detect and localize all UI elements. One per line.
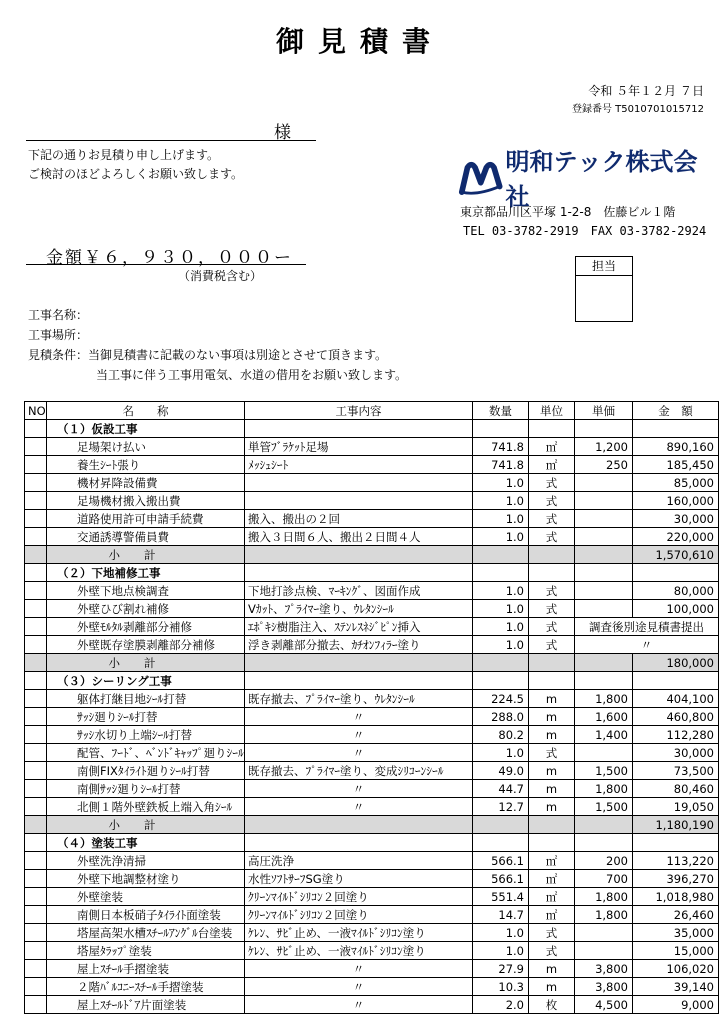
header-amount: 金 額 (633, 402, 719, 420)
table-row (25, 852, 719, 870)
cell-amount: 30,000 (633, 744, 719, 762)
cell-no (25, 600, 47, 618)
table-row (25, 438, 719, 456)
stamp-label: 担当 (576, 257, 632, 276)
cell-unit: m (529, 762, 575, 780)
cell-price: 1,800 (575, 690, 633, 708)
table-row (25, 870, 719, 888)
cell-name: 小計 (47, 816, 245, 834)
cell-qty: 27.9 (473, 960, 529, 978)
table-row (25, 636, 719, 654)
cell-amount: 9,000 (633, 996, 719, 1014)
cell-unit: 式 (529, 582, 575, 600)
cell-no (25, 474, 47, 492)
cell-no (25, 942, 47, 960)
cell-qty: 2.0 (473, 996, 529, 1014)
cell-qty (473, 546, 529, 564)
cell-content: 搬入３日間６人、搬出２日間４人 (245, 528, 473, 546)
table-row (25, 942, 719, 960)
cell-amount: 1,570,610 (633, 546, 719, 564)
cell-no (25, 510, 47, 528)
cell-no (25, 618, 47, 636)
cell-price: 1,600 (575, 708, 633, 726)
cell-no (25, 492, 47, 510)
cell-content (245, 492, 473, 510)
cell-price (575, 654, 633, 672)
cell-qty: 1.0 (473, 474, 529, 492)
cell-amount (633, 420, 719, 438)
cell-qty: 1.0 (473, 492, 529, 510)
cell-qty (473, 654, 529, 672)
work-place-label: 工事場所： (28, 328, 89, 342)
cell-content (245, 816, 473, 834)
cell-no (25, 852, 47, 870)
cell-content (245, 564, 473, 582)
cell-amount: 73,500 (633, 762, 719, 780)
cell-no (25, 564, 47, 582)
cell-unit (529, 420, 575, 438)
cell-unit: m (529, 798, 575, 816)
cell-amount-note: 調査後別途見積書提出 (575, 618, 719, 636)
stamp-box (575, 256, 633, 322)
cell-qty: 1.0 (473, 510, 529, 528)
cell-price (575, 582, 633, 600)
cell-qty: 49.0 (473, 762, 529, 780)
cell-content: ｹﾚﾝ、ｻﾋﾞ止め、一液ﾏｲﾙﾄﾞｼﾘｺﾝ塗り (245, 924, 473, 942)
cell-amount: 180,000 (633, 654, 719, 672)
recipient-line (26, 120, 316, 141)
cell-content: ｹﾚﾝ、ｻﾋﾞ止め、一液ﾏｲﾙﾄﾞｼﾘｺﾝ塗り (245, 942, 473, 960)
cell-name: 塔屋高架水槽ｽﾁｰﾙｱﾝｸﾞﾙ台塗装 (47, 924, 245, 942)
cell-no (25, 636, 47, 654)
cell-qty: 14.7 (473, 906, 529, 924)
cell-price (575, 420, 633, 438)
table-row (25, 528, 719, 546)
table-row (25, 726, 719, 744)
cell-content (245, 654, 473, 672)
cell-amount: 396,270 (633, 870, 719, 888)
cell-qty: 1.0 (473, 600, 529, 618)
cell-unit: ㎡ (529, 456, 575, 474)
table-row (25, 744, 719, 762)
cell-name: 外壁下地調整材塗り (47, 870, 245, 888)
cell-qty: 224.5 (473, 690, 529, 708)
cell-unit (529, 654, 575, 672)
cell-price (575, 816, 633, 834)
cell-qty: 1.0 (473, 618, 529, 636)
cell-no (25, 816, 47, 834)
registration-number: 登録番号 T5010701015712 (572, 104, 704, 115)
cell-unit (529, 834, 575, 852)
table-row (25, 888, 719, 906)
cell-no (25, 834, 47, 852)
cell-unit: ㎡ (529, 852, 575, 870)
cell-content (245, 546, 473, 564)
cell-unit: ㎡ (529, 888, 575, 906)
cell-content (245, 834, 473, 852)
cell-qty: 1.0 (473, 942, 529, 960)
cell-qty: 1.0 (473, 528, 529, 546)
table-row (25, 906, 719, 924)
cell-price: 1,400 (575, 726, 633, 744)
cell-name: 躯体打継目地ｼｰﾙ打替 (47, 690, 245, 708)
table-row (25, 924, 719, 942)
cell-unit: 式 (529, 924, 575, 942)
header-no: NO (25, 402, 47, 420)
cell-name: 足場機材搬入搬出費 (47, 492, 245, 510)
conditions-line-2: 当工事に伴う工事用電気、水道の借用をお願い致します。 (96, 368, 408, 382)
cell-name: 配管、ﾌｰﾄﾞ、ﾍﾞﾝﾄﾞｷｬｯﾌﾟ廻りｼｰﾙ (47, 744, 245, 762)
cell-qty: 551.4 (473, 888, 529, 906)
cell-no (25, 744, 47, 762)
cell-unit (529, 816, 575, 834)
greeting-line-1: 下記の通りお見積り申し上げます。 (28, 148, 220, 162)
cell-name: 南側ｻｯｼ廻りｼｰﾙ打替 (47, 780, 245, 798)
cell-unit: m (529, 726, 575, 744)
cell-unit: 式 (529, 600, 575, 618)
document-title: 御見積書 (275, 25, 444, 58)
company-contact: TEL 03-3782-2919 FAX 03-3782-2924 (463, 224, 707, 238)
cell-name: 南側FIXﾀｲﾗｲﾄ廻りｼｰﾙ打替 (47, 762, 245, 780)
cell-qty: 80.2 (473, 726, 529, 744)
cell-qty: 10.3 (473, 978, 529, 996)
cell-content: 下地打診点検、ﾏｰｷﾝｸﾞ、図面作成 (245, 582, 473, 600)
cell-content: ｸﾘｰﾝﾏｲﾙﾄﾞｼﾘｺﾝ２回塗り (245, 888, 473, 906)
company-name: 明和テック株式会社 (505, 148, 698, 211)
issue-date: 令和 ５年１２月 ７日 (588, 84, 704, 98)
cell-no (25, 978, 47, 996)
cell-unit: 式 (529, 636, 575, 654)
cell-amount: 113,220 (633, 852, 719, 870)
cell-unit: 式 (529, 528, 575, 546)
conditions-line-1: 見積条件：当御見積書に記載のない事項は別途とさせて頂きます。 (28, 348, 388, 362)
cell-no (25, 438, 47, 456)
cell-unit: 式 (529, 618, 575, 636)
cell-no (25, 690, 47, 708)
cell-price: 1,500 (575, 762, 633, 780)
cell-content: 搬入、搬出の２回 (245, 510, 473, 528)
cell-name: 南側日本板硝子ﾀｲﾗｲﾄ面塗装 (47, 906, 245, 924)
estimate-table (24, 401, 719, 1014)
cell-price: 4,500 (575, 996, 633, 1014)
cell-name: 外壁塗装 (47, 888, 245, 906)
cell-amount: 112,280 (633, 726, 719, 744)
cell-unit (529, 564, 575, 582)
table-subtotal-row (25, 816, 719, 834)
table-subtotal-row (25, 546, 719, 564)
cell-content: 〃 (245, 744, 473, 762)
cell-no (25, 420, 47, 438)
table-body (25, 420, 719, 1014)
table-header-row (25, 402, 719, 420)
cell-price: 3,800 (575, 978, 633, 996)
cell-unit: m (529, 708, 575, 726)
cell-no (25, 960, 47, 978)
header-name: 名 称 (47, 402, 245, 420)
cell-content: 単管ﾌﾞﾗｹｯﾄ足場 (245, 438, 473, 456)
cell-no (25, 996, 47, 1014)
cell-name: 北側１階外壁鉄板上端入角ｼｰﾙ (47, 798, 245, 816)
cell-content: 〃 (245, 798, 473, 816)
cell-content: 水性ｿﾌﾄｻｰﾌSG塗り (245, 870, 473, 888)
cell-amount: 15,000 (633, 942, 719, 960)
cell-amount: 85,000 (633, 474, 719, 492)
cell-unit: 式 (529, 744, 575, 762)
cell-qty: 12.7 (473, 798, 529, 816)
cell-price: 250 (575, 456, 633, 474)
cell-no (25, 780, 47, 798)
table-section-row (25, 564, 719, 582)
cell-no (25, 906, 47, 924)
cell-name: 外壁既存塗膜剥離部分補修 (47, 636, 245, 654)
cell-amount: 30,000 (633, 510, 719, 528)
cell-price: 1,800 (575, 906, 633, 924)
cell-name: 屋上ｽﾁｰﾙﾄﾞｱ片面塗装 (47, 996, 245, 1014)
cell-amount (633, 672, 719, 690)
amount-underline (26, 264, 306, 265)
cell-content: Vｶｯﾄ、ﾌﾟﾗｲﾏｰ塗り、ｳﾚﾀﾝｼｰﾙ (245, 600, 473, 618)
table-row (25, 582, 719, 600)
cell-qty: 1.0 (473, 924, 529, 942)
cell-amount-note: 〃 (575, 636, 719, 654)
cell-content: 〃 (245, 780, 473, 798)
cell-name: 外壁下地点検調査 (47, 582, 245, 600)
cell-content: 〃 (245, 726, 473, 744)
cell-unit: 式 (529, 492, 575, 510)
cell-no (25, 708, 47, 726)
cell-content: 〃 (245, 960, 473, 978)
cell-no (25, 582, 47, 600)
cell-name: 機材昇降設備費 (47, 474, 245, 492)
cell-price: 200 (575, 852, 633, 870)
cell-unit: 式 (529, 474, 575, 492)
cell-name: 塔屋ﾀﾗｯﾌﾟ塗装 (47, 942, 245, 960)
header-content: 工事内容 (245, 402, 473, 420)
cell-price (575, 528, 633, 546)
cell-amount: 35,000 (633, 924, 719, 942)
table-section-row (25, 672, 719, 690)
table-row (25, 708, 719, 726)
work-name-label: 工事名称： (28, 308, 89, 322)
cell-no (25, 870, 47, 888)
cell-qty (473, 420, 529, 438)
table-row (25, 960, 719, 978)
cell-no (25, 546, 47, 564)
cell-no (25, 456, 47, 474)
cell-no (25, 798, 47, 816)
cell-content: 〃 (245, 708, 473, 726)
cell-no (25, 528, 47, 546)
cell-no (25, 726, 47, 744)
cell-price (575, 834, 633, 852)
table-row (25, 690, 719, 708)
cell-qty: 741.8 (473, 456, 529, 474)
cell-qty (473, 672, 529, 690)
cell-qty: 566.1 (473, 870, 529, 888)
cell-unit (529, 546, 575, 564)
cell-qty: 1.0 (473, 582, 529, 600)
cell-price (575, 474, 633, 492)
table-row (25, 600, 719, 618)
table-row (25, 978, 719, 996)
cell-price: 1,500 (575, 798, 633, 816)
cell-price: 3,800 (575, 960, 633, 978)
cell-name: 交通誘導警備員費 (47, 528, 245, 546)
cell-price (575, 564, 633, 582)
cell-content: ﾒｯｼｭｼｰﾄ (245, 456, 473, 474)
cell-unit: m (529, 978, 575, 996)
cell-amount: 1,180,190 (633, 816, 719, 834)
cell-unit: m (529, 690, 575, 708)
table-row (25, 492, 719, 510)
cell-price (575, 546, 633, 564)
table-subtotal-row (25, 654, 719, 672)
cell-name: ２階ﾊﾞﾙｺﾆｰｽﾁｰﾙ手摺塗装 (47, 978, 245, 996)
cell-amount: 460,800 (633, 708, 719, 726)
table-row (25, 474, 719, 492)
cell-price (575, 942, 633, 960)
table-row (25, 780, 719, 798)
cell-no (25, 672, 47, 690)
table-row (25, 510, 719, 528)
cell-unit (529, 672, 575, 690)
cell-name: ｻｯｼ廻りｼｰﾙ打替 (47, 708, 245, 726)
cell-content: ｸﾘｰﾝﾏｲﾙﾄﾞｼﾘｺﾝ２回塗り (245, 906, 473, 924)
cell-amount: 100,000 (633, 600, 719, 618)
recipient-suffix: 様 (274, 123, 291, 143)
cell-amount: 39,140 (633, 978, 719, 996)
cell-qty: 566.1 (473, 852, 529, 870)
cell-content: ｴﾎﾟｷｼ樹脂注入、ｽﾃﾝﾚｽﾈｼﾞﾋﾟﾝ挿入 (245, 618, 473, 636)
header-price: 単価 (575, 402, 633, 420)
table-row (25, 798, 719, 816)
cell-amount: 890,160 (633, 438, 719, 456)
cell-content: 既存撤去、ﾌﾟﾗｲﾏｰ塗り、ｳﾚﾀﾝｼｰﾙ (245, 690, 473, 708)
cell-content (245, 672, 473, 690)
greeting-line-2: ご検討のほどよろしくお願い致します。 (28, 167, 244, 181)
cell-amount: 106,020 (633, 960, 719, 978)
cell-no (25, 762, 47, 780)
cell-price: 1,800 (575, 888, 633, 906)
cell-qty: 741.8 (473, 438, 529, 456)
cell-qty: 1.0 (473, 636, 529, 654)
table-row (25, 762, 719, 780)
cell-name: ｻｯｼ水切り上端ｼｰﾙ打替 (47, 726, 245, 744)
cell-unit: 式 (529, 510, 575, 528)
cell-price: 1,800 (575, 780, 633, 798)
header-unit: 単位 (529, 402, 575, 420)
table-section-row (25, 834, 719, 852)
cell-unit: m (529, 960, 575, 978)
estimate-table-wrapper (24, 401, 718, 1014)
company-address: 東京都品川区平塚 1-2-8 佐藤ビル１階 (460, 205, 676, 219)
cell-name: （４）塗装工事 (47, 834, 245, 852)
cell-no (25, 654, 47, 672)
company-logo-icon (458, 157, 503, 197)
cell-content: 〃 (245, 996, 473, 1014)
cell-price (575, 492, 633, 510)
cell-amount: 80,000 (633, 582, 719, 600)
cell-unit: ㎡ (529, 438, 575, 456)
cell-price (575, 510, 633, 528)
cell-name: 小計 (47, 654, 245, 672)
cell-unit: m (529, 780, 575, 798)
cell-price (575, 744, 633, 762)
table-row (25, 618, 719, 636)
table-section-row (25, 420, 719, 438)
cell-amount (633, 564, 719, 582)
cell-price: 1,200 (575, 438, 633, 456)
cell-amount: 220,000 (633, 528, 719, 546)
cell-price (575, 600, 633, 618)
cell-name: 養生ｼｰﾄ張り (47, 456, 245, 474)
company-logo (458, 148, 710, 211)
cell-content (245, 474, 473, 492)
cell-no (25, 924, 47, 942)
cell-amount: 1,018,980 (633, 888, 719, 906)
cell-name: 外壁ﾓﾙﾀﾙ剥離部分補修 (47, 618, 245, 636)
cell-name: 外壁洗浄清掃 (47, 852, 245, 870)
cell-amount: 19,050 (633, 798, 719, 816)
cell-name: 足場架け払い (47, 438, 245, 456)
cell-price: 700 (575, 870, 633, 888)
table-row (25, 456, 719, 474)
cell-content: 浮き剥離部分撤去、ｶﾁｵﾝﾌｨﾗｰ塗り (245, 636, 473, 654)
table-row (25, 996, 719, 1014)
cell-name: （３）シーリング工事 (47, 672, 245, 690)
cell-amount: 185,450 (633, 456, 719, 474)
cell-price (575, 924, 633, 942)
cell-qty: 44.7 (473, 780, 529, 798)
cell-qty (473, 564, 529, 582)
cell-amount (633, 834, 719, 852)
cell-unit: 枚 (529, 996, 575, 1014)
cell-name: （１）仮設工事 (47, 420, 245, 438)
cell-no (25, 888, 47, 906)
cell-content: 高圧洗浄 (245, 852, 473, 870)
cell-name: 小計 (47, 546, 245, 564)
cell-content (245, 420, 473, 438)
cell-name: （２）下地補修工事 (47, 564, 245, 582)
cell-amount: 160,000 (633, 492, 719, 510)
cell-price (575, 672, 633, 690)
cell-unit: ㎡ (529, 906, 575, 924)
cell-content: 既存撤去、ﾌﾟﾗｲﾏｰ塗り、変成ｼﾘｺｰﾝｼｰﾙ (245, 762, 473, 780)
tax-note: （消費税含む） (178, 269, 263, 283)
cell-qty: 1.0 (473, 744, 529, 762)
cell-name: 屋上ｽﾁｰﾙ手摺塗装 (47, 960, 245, 978)
cell-content: 〃 (245, 978, 473, 996)
cell-qty (473, 834, 529, 852)
cell-name: 外壁ひび割れ補修 (47, 600, 245, 618)
cell-unit: 式 (529, 942, 575, 960)
header-qty: 数量 (473, 402, 529, 420)
cell-name: 道路使用許可申請手続費 (47, 510, 245, 528)
cell-amount: 80,460 (633, 780, 719, 798)
total-amount: 金額￥６，９３０，０００ー (46, 248, 293, 268)
cell-unit: ㎡ (529, 870, 575, 888)
cell-qty (473, 816, 529, 834)
cell-amount: 26,460 (633, 906, 719, 924)
cell-amount: 404,100 (633, 690, 719, 708)
cell-qty: 288.0 (473, 708, 529, 726)
